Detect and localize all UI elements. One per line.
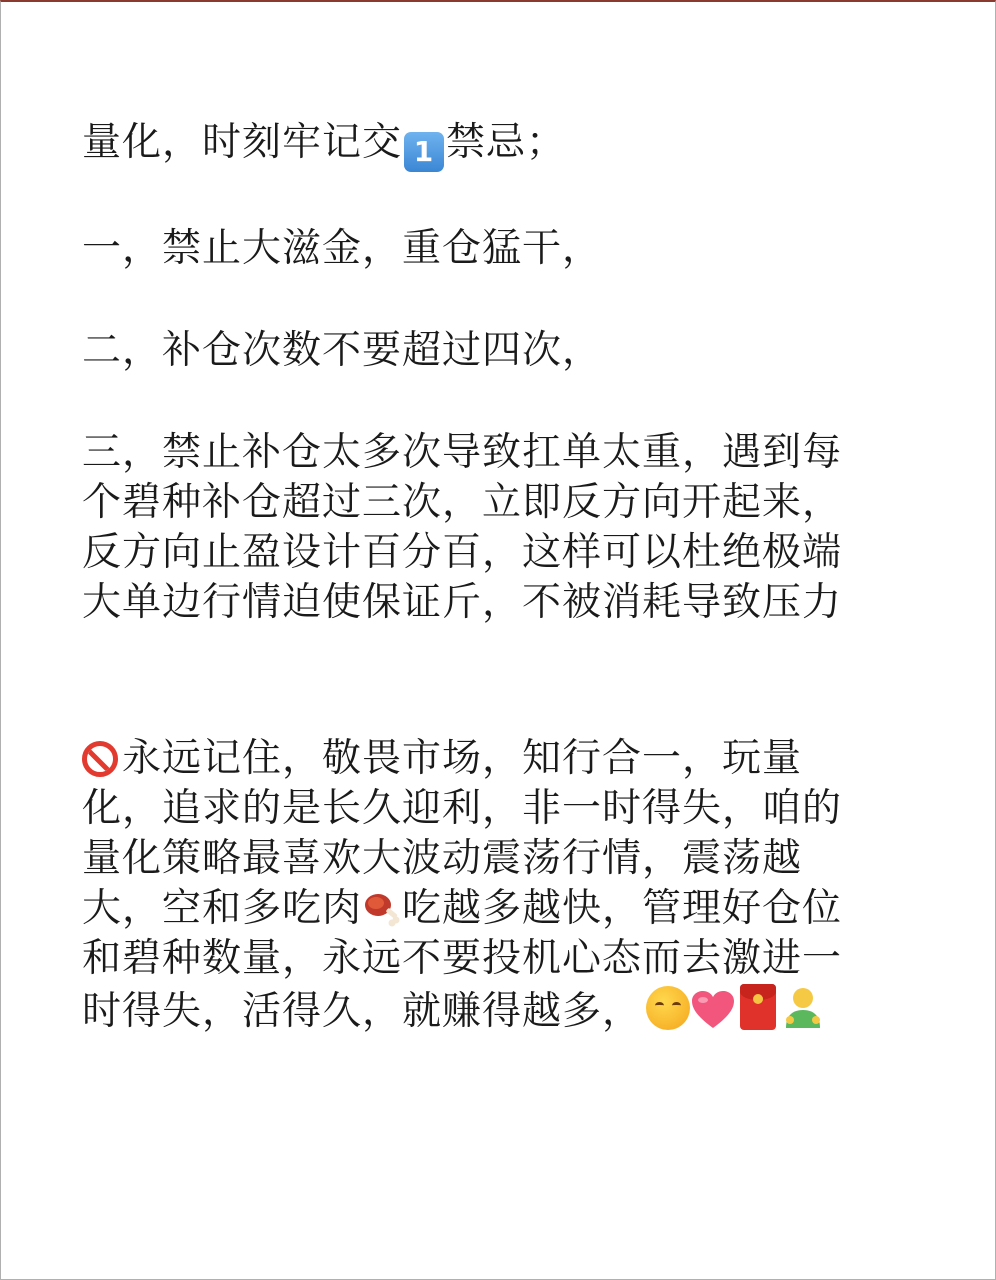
closing-line-4: [82, 884, 912, 934]
rule-three-line-1: 三，禁止补仓太多次导致扛单太重，遇到每: [82, 430, 843, 475]
rule-two: 二，补仓次数不要超过四次，: [82, 328, 603, 373]
heading-line: [82, 118, 912, 172]
post-text: [82, 118, 912, 1037]
prohibited-icon: [82, 741, 118, 777]
rule-three-line-2: 个碧种补仓超过三次，立即反方向开起来，: [82, 480, 843, 525]
closing-line-1: [82, 734, 912, 784]
red-envelope-icon: [740, 984, 776, 1030]
rule-three-line-3: 反方向止盈设计百分百，这样可以杜绝极端: [82, 530, 843, 575]
closing-line-5: 和碧种数量，永远不要投机心态而去激进一: [82, 936, 843, 981]
meat-on-bone-icon: [362, 887, 402, 927]
closing-text-4b: 吃越多越快，管理好仓位: [402, 886, 843, 931]
hand-over-mouth-face-icon: [646, 986, 690, 1030]
rule-three-line-4: 大单边行情迫使保证斤，不被消耗导致压力: [82, 580, 843, 625]
closing-text-1: 永远记住，敬畏市场，知行合一，玩量: [122, 736, 803, 781]
pink-heart-icon: [690, 990, 736, 1030]
heading-text-part2: 禁忌；: [446, 120, 567, 165]
closing-text-6: 时得失，活得久，就赚得越多，: [82, 989, 643, 1034]
rule-one: 一，禁止大滋金，重仓猛干，: [82, 226, 603, 271]
green-person-icon: [780, 986, 826, 1030]
closing-line-6: [82, 984, 912, 1037]
closing-line-2: 化，追求的是长久迎利，非一时得失，咱的: [82, 786, 843, 831]
closing-line-3: 量化策略最喜欢大波动震荡行情，震荡越: [82, 836, 803, 881]
heading-text-part1: 量化，时刻牢记交: [82, 120, 403, 165]
keycap-one-icon: 1: [404, 132, 444, 172]
closing-text-4a: 大，空和多吃肉: [82, 886, 363, 931]
